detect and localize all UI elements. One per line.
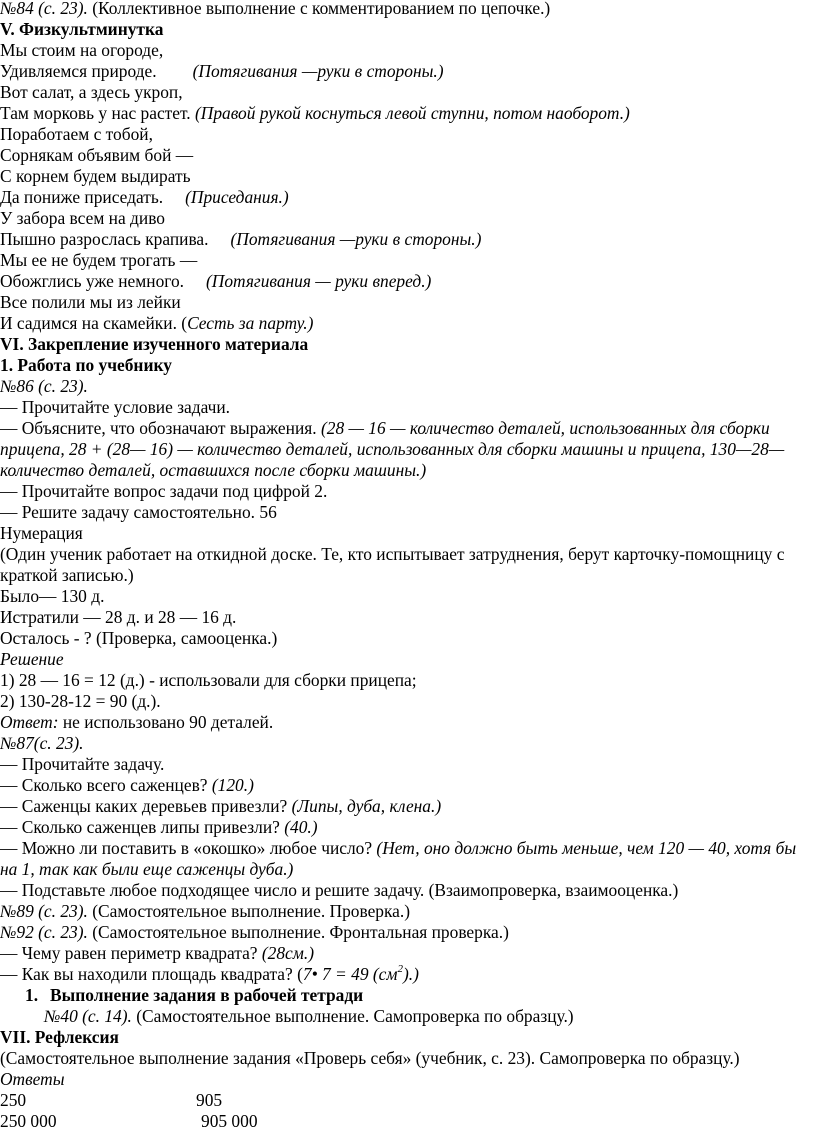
answers-row [0, 1111, 816, 1132]
condition-line: Истратили — 28 д. и 28 — 16 д. [0, 607, 237, 627]
instruction-paragraph: (Один ученик работает на откидной доске. Те, кто испытывает затруднения, берут карточку-помощницу с краткой записью.) [0, 544, 785, 585]
answer-text: 7• 7 = 49 (см [302, 964, 398, 984]
poem-instruction: (Потягивания —руки в стороны.) [230, 229, 482, 249]
question-line [0, 796, 816, 817]
poem-line: Вот салат, а здесь укроп, [0, 82, 183, 102]
question-line: — Прочитайте вопрос задачи под цифрой 2. [0, 481, 328, 501]
solution-step: 1) 28 — 16 = 12 (д.) - использовали для сборки прицепа; [0, 670, 417, 690]
task-89-ref: №89 (с. 23). [0, 901, 88, 921]
answer-text: (Липы, дуба, клена.) [291, 796, 442, 816]
poem-line: Мы стоим на огороде, [0, 40, 164, 60]
poem-line: Мы ее не будем трогать — [0, 250, 198, 270]
task-84-note: (Коллективное выполнение с комментированием по цепочке.) [87, 0, 551, 18]
poem-line: Все полили мы из лейки [0, 292, 181, 312]
poem-text: Обожглись уже немного. [0, 271, 185, 291]
poem-instruction: Сесть за парту.) [187, 313, 314, 333]
poem-text: Пышно разрослась крапива. [0, 229, 209, 249]
question-line [0, 964, 816, 985]
question-text: — Сколько саженцев липы привезли? [0, 817, 285, 837]
list-number: 1. [25, 985, 39, 1005]
answer-cell: 250 000 [0, 1111, 57, 1131]
poem-line [0, 187, 816, 208]
answer-value: не использовано 90 деталей. [58, 712, 274, 732]
task-89-note: (Самостоятельное выполнение. Проверка.) [87, 901, 411, 921]
task-86-ref: №86 (с. 23). [0, 376, 88, 396]
subsection-heading: 1. Работа по учебнику [0, 355, 172, 375]
task-84-ref: №84 (с. 23). [0, 0, 88, 18]
question-text: — Чему равен периметр квадрата? [0, 943, 262, 963]
task-40-ref: №40 (с. 14). [44, 1006, 132, 1026]
question-line: — Прочитайте условие задачи. [0, 397, 231, 417]
poem-line [0, 103, 816, 124]
poem-line: У забора всем на диво [0, 208, 165, 228]
poem-text: Там морковь у нас растет. [0, 103, 191, 123]
answer-text: (28 — 16 — количество деталей, использованных для сборки прицепа, 28 + (28— 16) — количество деталей, использованных для сборки машины и прицепа, 130—28— количество деталей, оставшихся после сборки машины.) [0, 418, 785, 480]
question-line [0, 775, 816, 796]
numeration-label: Нумерация [0, 523, 83, 543]
solution-label: Решение [0, 649, 64, 669]
poem-line [0, 271, 816, 292]
answer-text: (Нет, оно должно быть меньше, чем 120 — 40, хотя бы на 1, так как были еще саженцы дуба.) [0, 838, 797, 879]
poem-instruction: (Потягивания —руки в стороны.) [192, 61, 444, 81]
poem-line [0, 229, 816, 250]
answer-text: (28см.) [261, 943, 315, 963]
section-7-heading: VII. Рефлексия [0, 1027, 119, 1047]
poem-instruction: (Потягивания — руки вперед.) [206, 271, 432, 291]
question-line [0, 418, 816, 481]
section-6-heading: VI. Закрепление изученного материала [0, 334, 309, 354]
workbook-heading [0, 985, 816, 1006]
answer-cell: 905 000 [201, 1111, 258, 1131]
task-92-note: (Самостоятельное выполнение. Фронтальная проверка.) [87, 922, 509, 942]
section-5-heading: V. Физкультминутка [0, 19, 164, 39]
question-text: — Можно ли поставить в «окошко» любое число? [0, 838, 377, 858]
poem-instruction: (Правой рукой коснуться левой ступни, потом наоборот.) [190, 103, 630, 123]
task-40-note: (Самостоятельное выполнение. Самопроверка по образцу.) [131, 1006, 574, 1026]
answer-text: (120.) [211, 775, 254, 795]
task-89-line [0, 901, 816, 922]
poem-text: Да пониже приседать. [0, 187, 164, 207]
poem-line: Сорнякам объявим бой — [0, 145, 194, 165]
question-line: — Решите задачу самостоятельно. 56 [0, 502, 277, 522]
task-84-line [0, 0, 816, 19]
question-line [0, 817, 816, 838]
poem-text: Удивляемся природе. [0, 61, 157, 81]
poem-line: С корнем будем выдирать [0, 166, 191, 186]
poem-line [0, 313, 816, 334]
question-line: — Прочитайте задачу. [0, 754, 165, 774]
poem-line [0, 61, 816, 82]
answer-cell: 905 [196, 1090, 223, 1110]
question-text: — Объясните, что обозначают выражения. [0, 418, 321, 438]
question-text: — Саженцы каких деревьев привезли? [0, 796, 292, 816]
task-92-ref: №92 (с. 23). [0, 922, 88, 942]
reflection-text: (Самостоятельное выполнение задания «Проверь себя» (учебник, с. 23). Самопроверка по образцу.) [0, 1048, 740, 1068]
question-text: — Сколько всего саженцев? [0, 775, 212, 795]
answer-line [0, 712, 816, 733]
task-92-line [0, 922, 816, 943]
task-40-line [0, 1006, 816, 1027]
answers-row [0, 1090, 816, 1111]
condition-line: Было— 130 д. [0, 586, 105, 606]
poem-instruction: (Приседания.) [185, 187, 289, 207]
workbook-heading-text: Выполнение задания в рабочей тетради [50, 985, 364, 1005]
question-line: — Подставьте любое подходящее число и решите задачу. (Взаимопроверка, взаимооценка.) [0, 880, 679, 900]
superscript: 2 [397, 963, 403, 975]
answer-cell: 250 [0, 1090, 27, 1110]
poem-line: Поработаем с тобой, [0, 124, 153, 144]
task-87-ref: №87(с. 23). [0, 733, 84, 753]
question-text: — Как вы находили площадь квадрата? ( [0, 964, 303, 984]
answer-text: (40.) [284, 817, 318, 837]
answer-label: Ответ: [0, 712, 59, 732]
solution-step: 2) 130-28-12 = 90 (д.). [0, 691, 161, 711]
question-line [0, 838, 816, 880]
answers-label: Ответы [0, 1069, 65, 1089]
answer-text-end: ).) [402, 964, 419, 984]
condition-line: Осталось - ? (Проверка, самооценка.) [0, 628, 278, 648]
question-line [0, 943, 816, 964]
poem-text: И садимся на скамейки. ( [0, 313, 188, 333]
